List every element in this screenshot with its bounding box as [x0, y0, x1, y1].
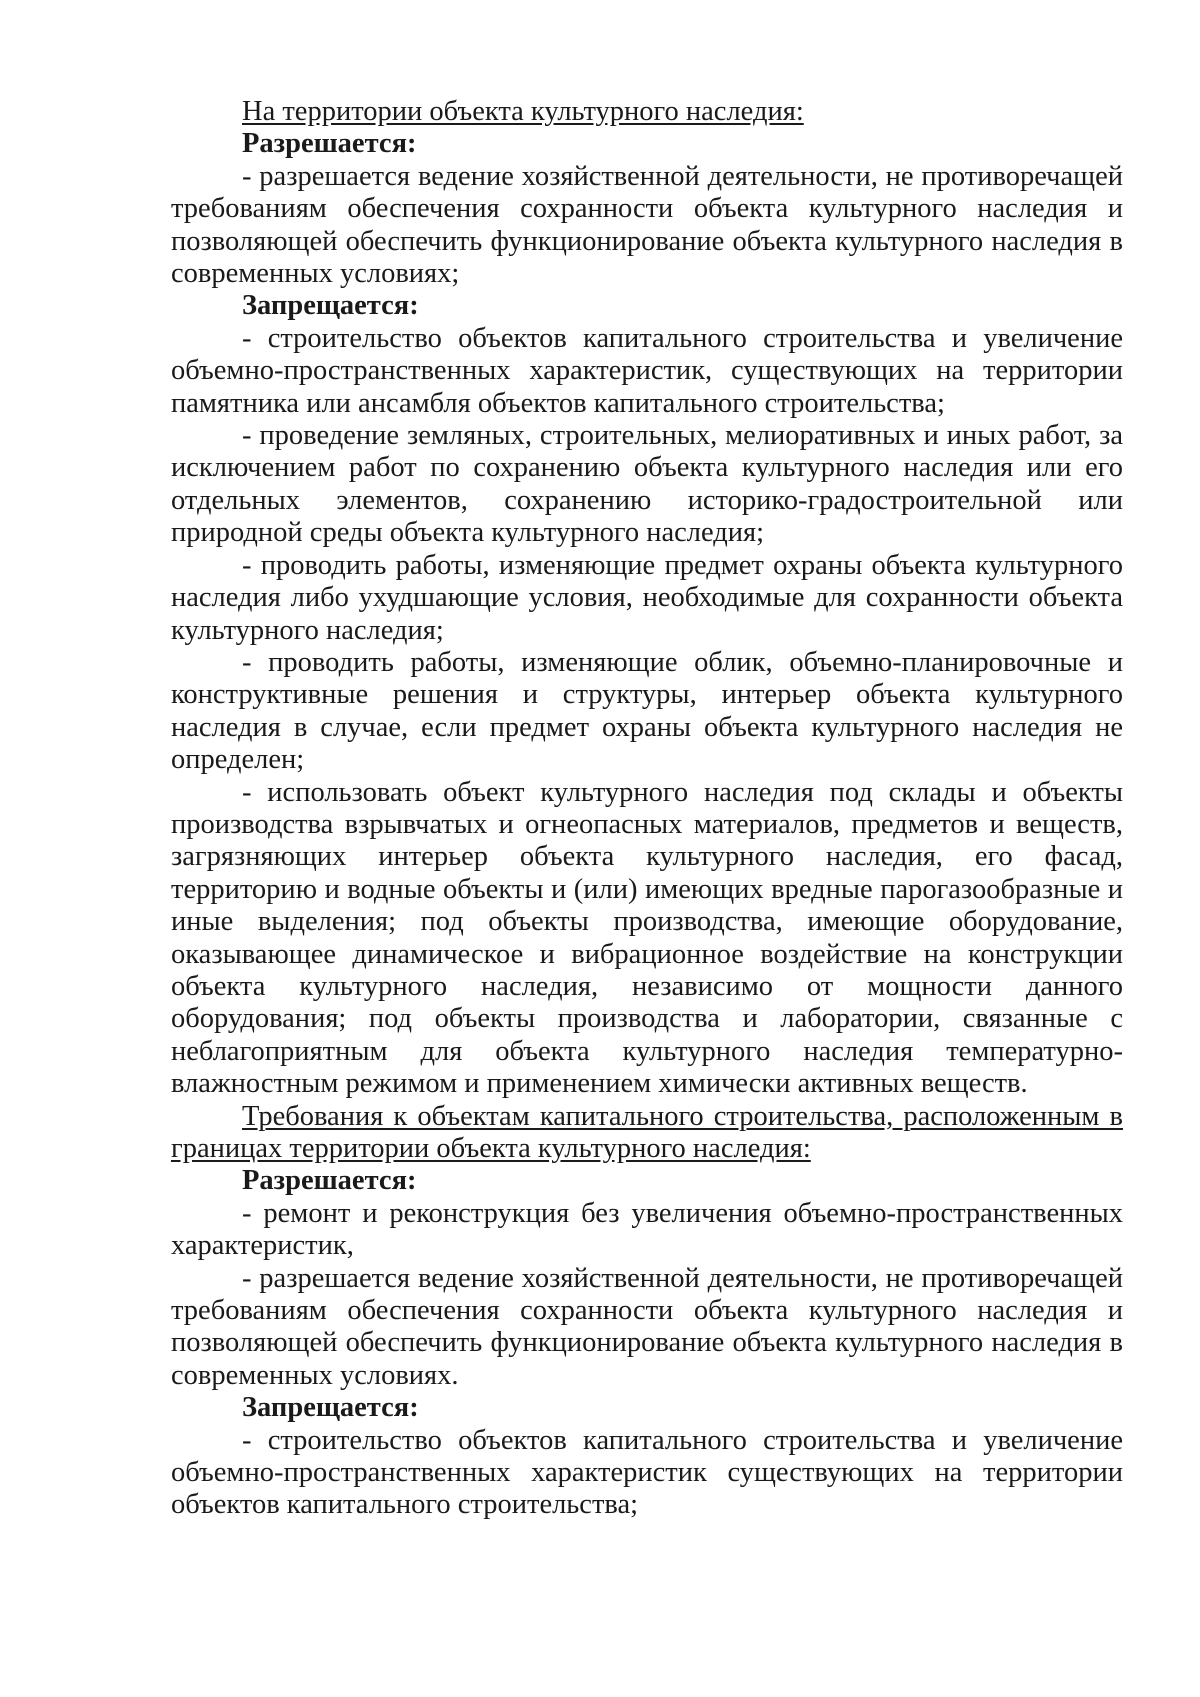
section-2-forbidden-heading: Запрещается:	[242, 1392, 419, 1424]
section-1-forbidden-item: - проводить работы, изменяющие облик, объемно-планировочные и конструктивные решения и структуры, интерьер объекта культурного наследия в случае, если предмет охраны объекта культурного наследия не определен;	[171, 646, 1123, 776]
section-1-forbidden-item: - использовать объект культурного наследия под склады и объекты производства взрывчатых и огнеопасных материалов, предметов и веществ, загрязняющих интерьер объекта культурного наследия, его фасад, территорию и водные объекты и (или) имеющих вредные парогазообразные и иные выделения; под объекты производства, имеющие оборудование, оказывающее динамическое и вибрационное воздействие на конструкции объекта культурного наследия, независимо от мощности данного оборудования; под объекты производства и лаборатории, связанные с неблагоприятным для объекта культурного наследия температурно-влажностным режимом и применением химически активных веществ.	[171, 776, 1123, 1100]
section-1-forbidden-item: - строительство объектов капитального строительства и увеличение объемно-пространственных характеристик, существующих на территории памятника или ансамбля объектов капитального строительства;	[171, 322, 1123, 419]
section-1-forbidden-item: - проводить работы, изменяющие предмет охраны объекта культурного наследия либо ухудшающие условия, необходимые для сохранности объекта культурного наследия;	[171, 549, 1123, 646]
section-1-forbidden-heading: Запрещается:	[242, 290, 419, 322]
section-1-title: На территории объекта культурного наследия:	[242, 96, 804, 127]
section-1-allowed-heading: Разрешается:	[242, 128, 417, 160]
section-2-allowed-item: - разрешается ведение хозяйственной деятельности, не противоречащей требованиям обеспечения сохранности объекта культурного наследия и позволяющей обеспечить функционирование объекта культурного наследия в современных условиях.	[171, 1262, 1123, 1391]
document-page	[171, 96, 1123, 1522]
section-1-forbidden-item: - проведение земляных, строительных, мелиоративных и иных работ, за исключением работ по сохранению объекта культурного наследия или его отдельных элементов, сохранению историко-градостроительной или природной среды объекта культурного наследия;	[171, 420, 1123, 549]
section-2-allowed-heading: Разрешается:	[242, 1165, 417, 1197]
section-2-title: Требования к объектам капитального строительства, расположенным в границах территории объекта культурного наследия:	[171, 1100, 1123, 1164]
section-2-forbidden-item: - строительство объектов капитального строительства и увеличение объемно-пространственных характеристик существующих на территории объектов капитального строительства;	[171, 1424, 1123, 1521]
section-2-allowed-item: - ремонт и реконструкция без увеличения объемно-пространственных характеристик,	[171, 1197, 1123, 1262]
section-1-allowed-item: - разрешается ведение хозяйственной деятельности, не противоречащей требованиям обеспечения сохранности объекта культурного наследия и позволяющей обеспечить функционирование объекта культурного наследия в современных условиях;	[171, 160, 1123, 290]
